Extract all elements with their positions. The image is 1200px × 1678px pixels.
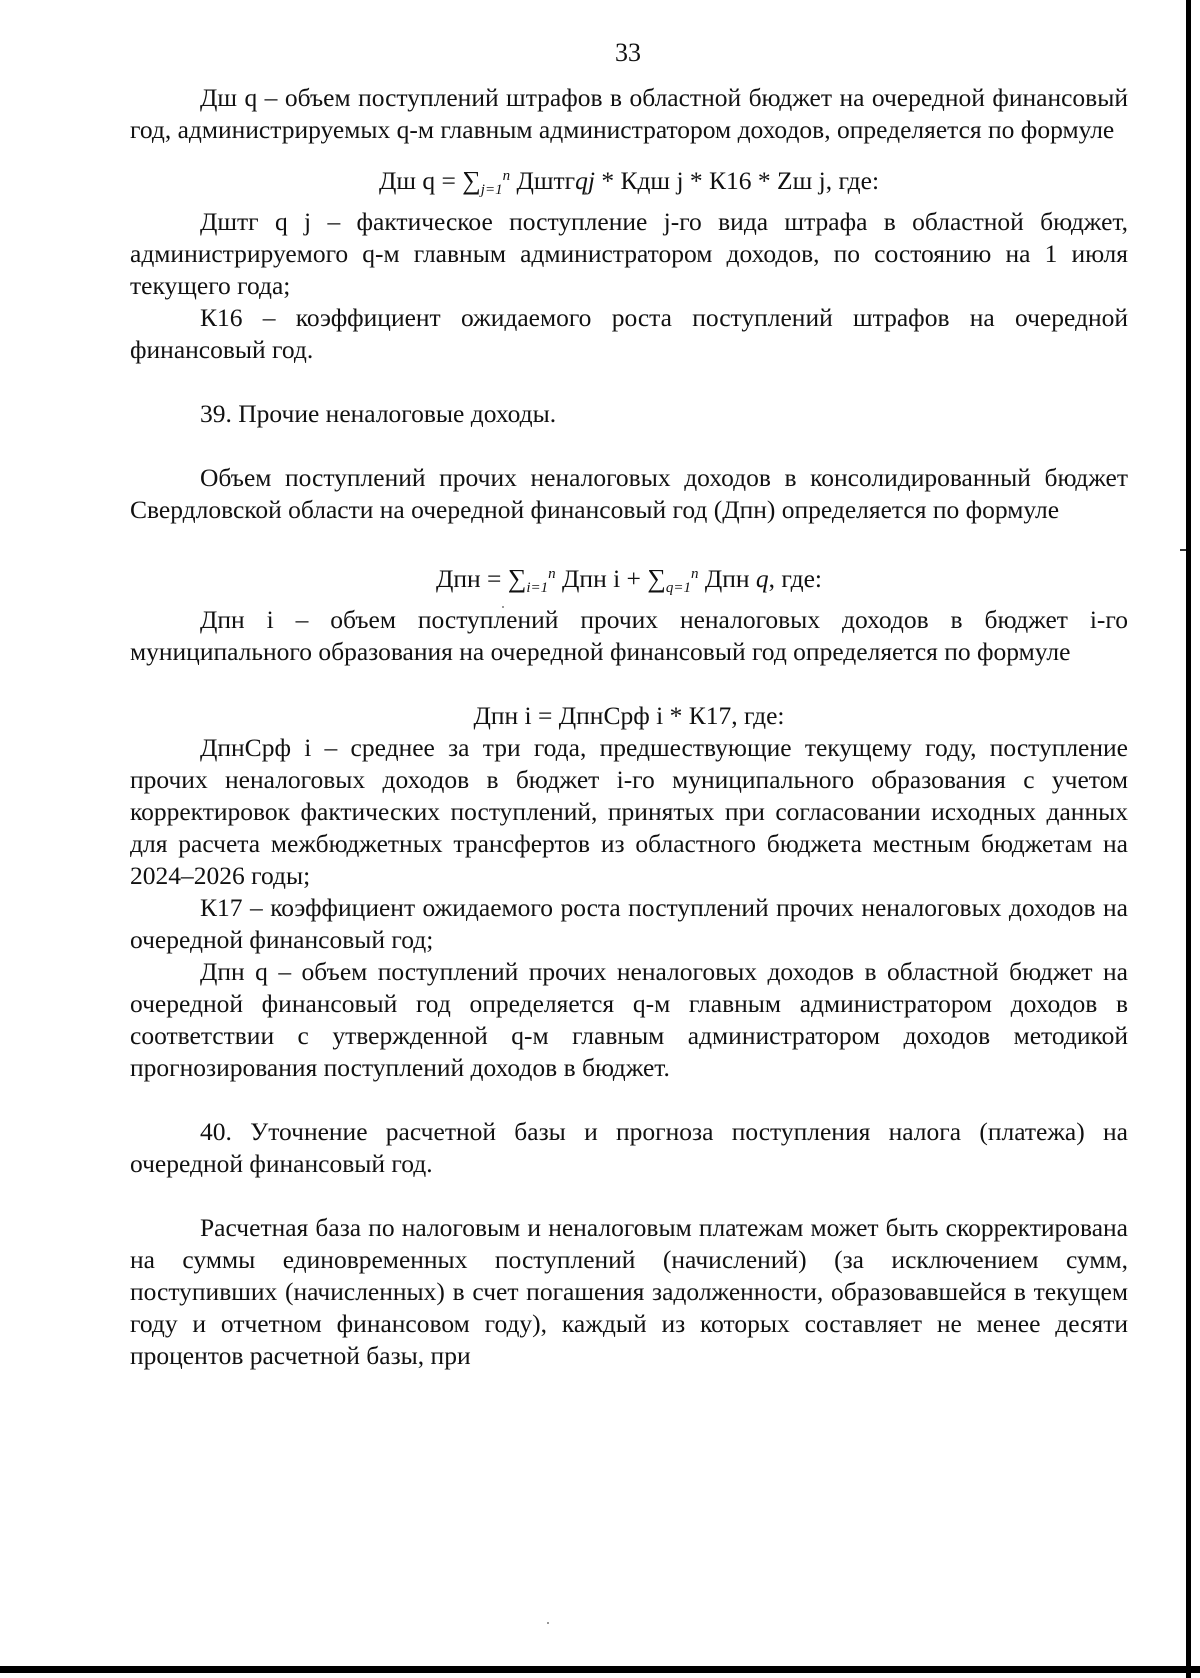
scan-speck [547, 1622, 549, 1624]
paragraph-base-adjustment: Расчетная база по налоговым и неналоговым платежам может быть скорректирована на суммы единовременных поступлений (начислений) (за исключением сумм, поступивших (начисленных) в счет погашения задолженности, образовавшейся в текущем году и отчетном финансовом году), каждый из которых составляет не менее десяти процентов расчетной базы, при [130, 1213, 1128, 1370]
formula-dsh: Дш $q = \sum_{j=1}^n$ Дштгqj * Кдш j * К16 * Zш j, где: [378, 166, 880, 198]
paragraph-dpn-intro: Объем поступлений прочих неналоговых доходов в консолидированный бюджет Свердловской области на очередной финансовый год (Дпн) определяется по формуле [130, 463, 1128, 524]
paragraph-dshtg-definition: Дштг q j – фактическое поступление j-го вида штрафа в областной бюджет, администрируемого q-м главным администратором доходов, по состоянию на 1 июля текущего года; [130, 207, 1128, 300]
document-body [130, 82, 1128, 1372]
section-39-heading: 39. Прочие неналоговые доходы. [200, 399, 557, 428]
scan-right-edge [1186, 0, 1191, 1678]
scan-bottom-edge [0, 1666, 1200, 1673]
paragraph-dsh-definition: Дш q – объем поступлений штрафов в областной бюджет на очередной финансовый год, администрируемых q-м главным администратором доходов, определяется по формуле [130, 83, 1128, 144]
section-40-heading: 40. Уточнение расчетной базы и прогноза поступления налога (платежа) на очередной финансовый год. [130, 1117, 1128, 1178]
paragraph-dpnsrf-definition: ДпнСрф i – среднее за три года, предшествующие текущему году, поступление прочих неналоговых доходов в бюджет i-го муниципального образования с учетом корректировок фактических поступлений, принятых при согласовании исходных данных для расчета межбюджетных трансфертов из областного бюджета местным бюджетам на 2024–2026 годы; [130, 733, 1128, 890]
formula-dpn: Дпн = $\sum_{i=1}^n$ Дпн $i + \sum_{q=1}^n$ Дпн q, где: [435, 564, 822, 596]
page-number: 33 [615, 38, 641, 67]
paragraph-dpn-i-definition: Дпн i – объем поступлений прочих неналоговых доходов в бюджет i-го муниципального образования на очередной финансовый год определяется по формуле [130, 605, 1128, 666]
scan-edge-mark [1180, 549, 1186, 551]
paragraph-k17-definition: К17 – коэффициент ожидаемого роста поступлений прочих неналоговых доходов на очередной финансовый год; [130, 893, 1128, 954]
formula-dpn-i: Дпн i = ДпнСрф i * К17, где: [473, 701, 785, 730]
paragraph-k16-definition: К16 – коэффициент ожидаемого роста поступлений штрафов на очередной финансовый год. [130, 303, 1128, 364]
paragraph-dpn-q-definition: Дпн q – объем поступлений прочих неналоговых доходов в областной бюджет на очередной финансовый год определяется q-м главным администратором доходов в соответствии с утвержденной q-м главным администратором доходов методикой прогнозирования поступлений доходов в бюджет. [130, 957, 1128, 1082]
